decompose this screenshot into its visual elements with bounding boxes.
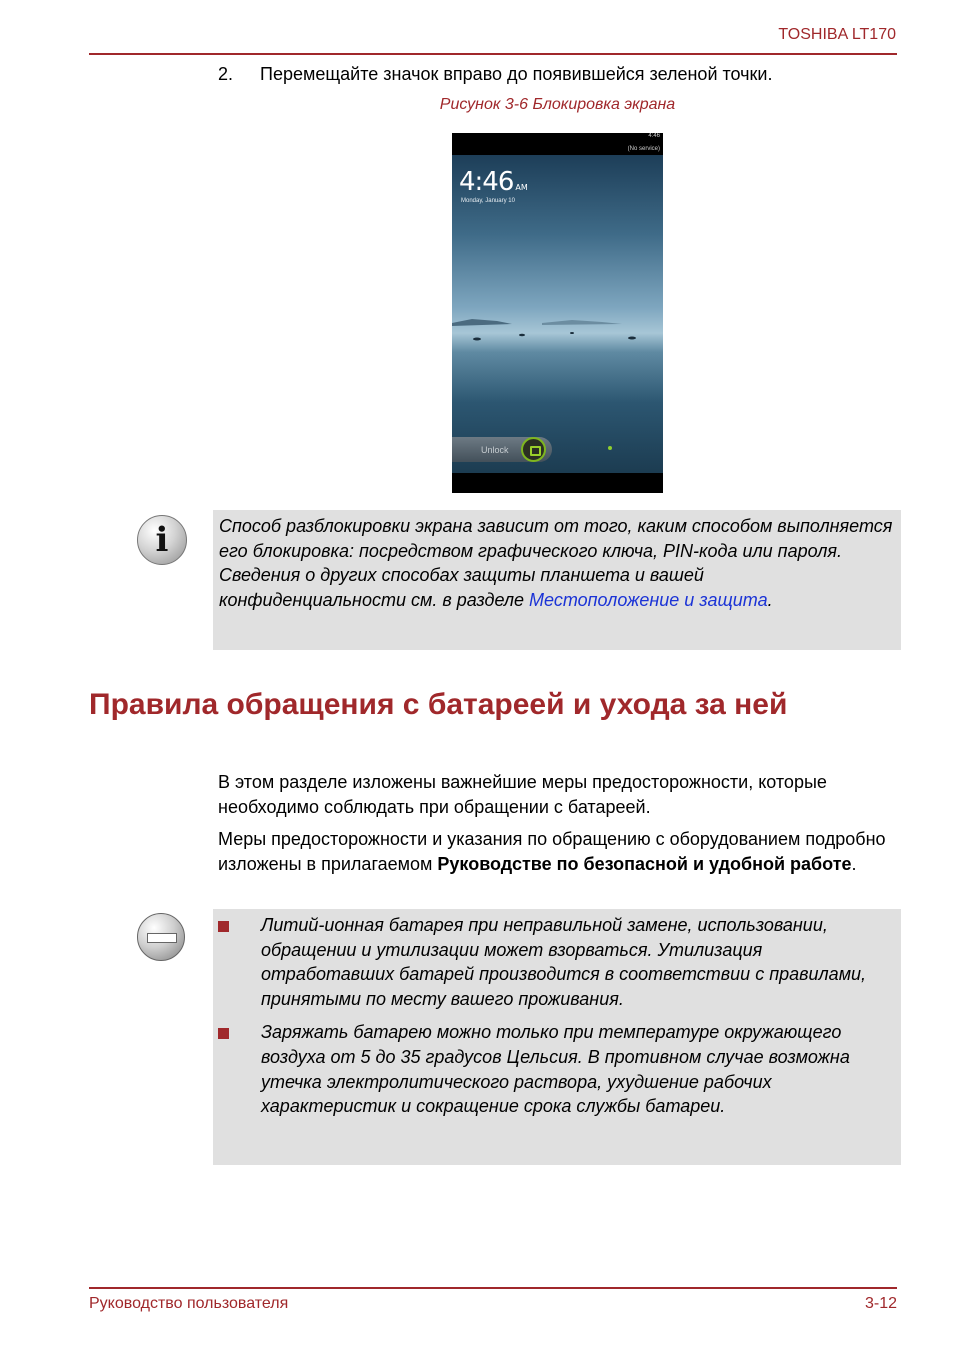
para2-end: . <box>851 853 857 874</box>
para2-text: Меры предосторожности и указания по обращению с оборудованием подробно изложены в прилагаемом <box>218 829 886 874</box>
phone-no-service: (No service) <box>627 146 660 152</box>
step-text: Перемещайте значок вправо до появившейся зеленой точки. <box>260 64 773 84</box>
unlock-label: Unlock <box>481 445 509 455</box>
warning-item <box>213 913 893 1011</box>
wallpaper-islands <box>452 315 663 345</box>
green-dot-icon <box>608 446 612 450</box>
info-note <box>213 510 901 650</box>
step-number: 2. <box>218 64 234 84</box>
figure-caption: Рисунок 3-6 Блокировка экрана <box>439 96 676 113</box>
warning-item-text: Заряжать батарею можно только при температуре окружающего воздуха от 5 до 35 градусов Цельсия. В противном случае возможна утечка электролитического раствора, ухудшение рабочих характеристик и сокращение срока службы батареи. <box>261 1022 850 1117</box>
safety-guide-reference: Руководстве по безопасной и удобной работе <box>437 853 852 874</box>
lockscreen-figure <box>452 133 663 493</box>
page-number: 3-12 <box>864 1295 897 1312</box>
bullet-square-icon <box>218 921 229 932</box>
header-model: TOSHIBA LT170 <box>778 26 896 43</box>
lockscreen-date: Monday, January 10 <box>461 198 515 204</box>
location-security-link[interactable]: Местоположение и защита <box>529 589 768 610</box>
info-note-end: . <box>767 589 773 610</box>
footer-title: Руководство пользователя <box>89 1295 289 1312</box>
info-icon: i <box>137 515 187 565</box>
step-2 <box>218 64 772 85</box>
lockscreen-time: 4:46 <box>459 167 514 197</box>
footer-rule <box>89 1287 897 1289</box>
warning-item <box>213 1020 893 1118</box>
section-paragraph-1: В этом разделе изложены важнейшие меры предосторожности, которые необходимо соблюдать при обращении с батареей. <box>218 772 827 817</box>
section-paragraph-2 <box>218 827 888 876</box>
header-rule <box>89 53 897 55</box>
warning-note <box>213 909 901 1165</box>
lockscreen-clock <box>459 167 528 197</box>
padlock-icon <box>521 437 546 462</box>
warning-item-text: Литий-ионная батарея при неправильной замене, использовании, обращении и утилизации может взорваться. Утилизация отработавших батарей производится в соответствии с правилами, принятыми по месту вашего проживания. <box>261 915 867 1009</box>
warning-icon <box>137 913 185 961</box>
phone-status-clock: 4:46 <box>648 133 660 139</box>
lockscreen-ampm: AM <box>515 183 528 192</box>
info-note-body: Способ разблокировки экрана зависит от того, каким способом выполняется его блокировка: посредством графического ключа, PIN-кода или пароля. Сведения о других способах защиты планшета и вашей конфиденциальности см. в разделе <box>219 516 893 610</box>
bullet-square-icon <box>218 1028 229 1039</box>
section-title: Правила обращения с батареей и ухода за ней <box>89 688 788 721</box>
info-note-text <box>219 514 893 612</box>
